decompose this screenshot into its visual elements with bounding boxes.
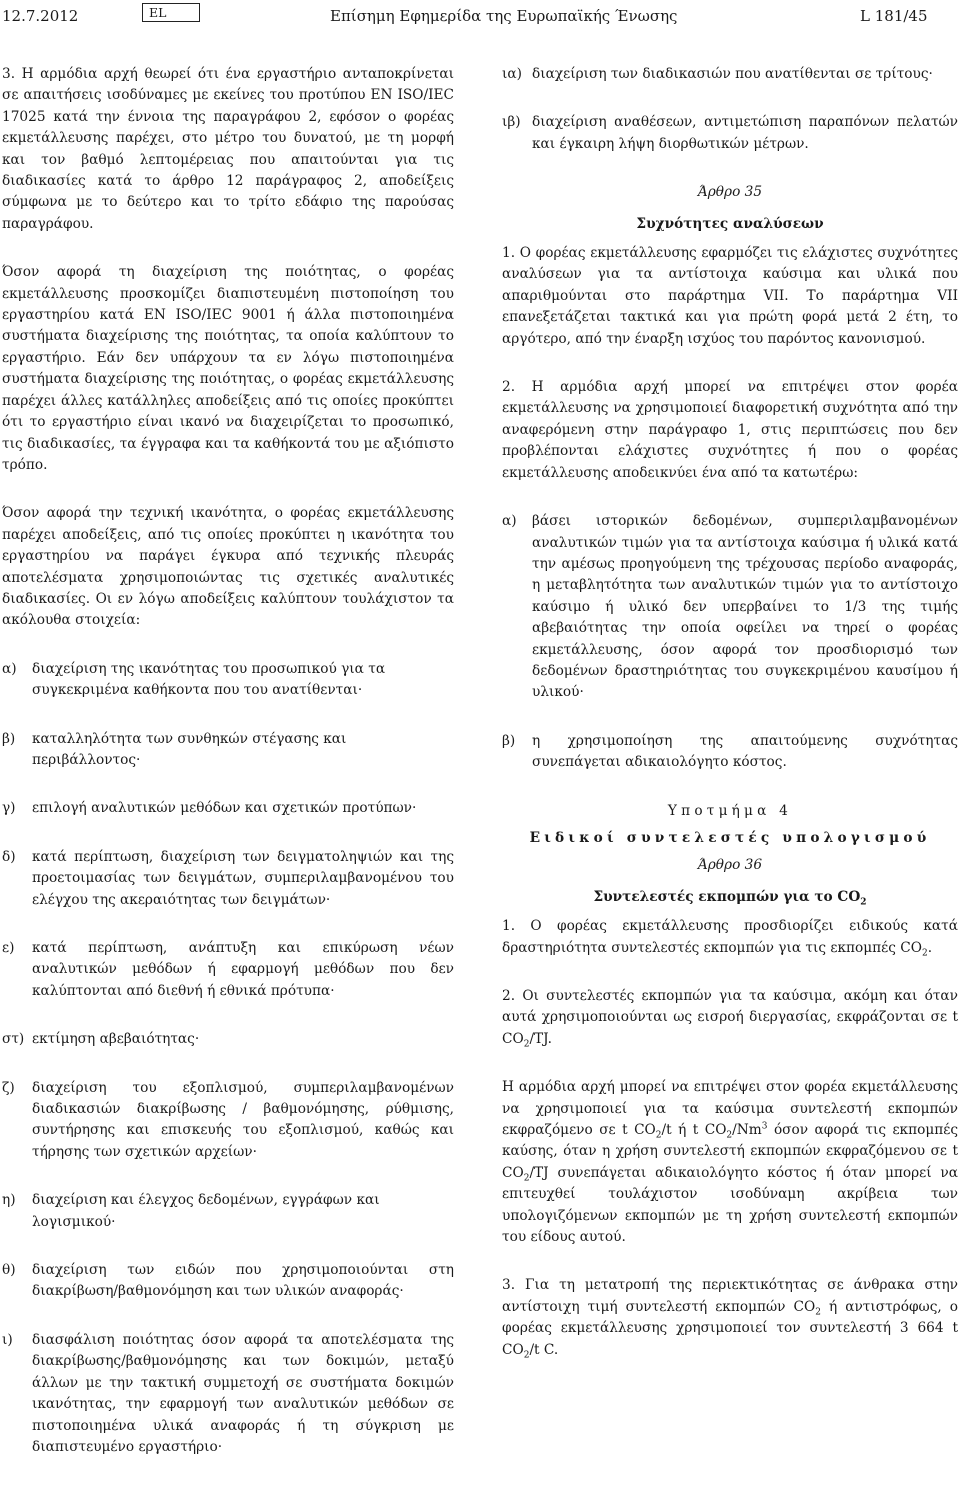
- list-label: α): [2, 660, 17, 677]
- right-column: [502, 64, 958, 1388]
- list-label: ζ): [2, 1079, 15, 1096]
- subsection-title: Ειδικοί συντελεστές υπολογισμού: [529, 829, 931, 846]
- list-label: ι): [2, 1331, 13, 1348]
- list-label: ε): [2, 940, 15, 956]
- list-text: βάσει ιστορικών δεδομένων, συμπεριλαμβανομένων αναλυτικών τιμών για τα αντίστοιχα καύσιμα ή υλικά κατά την αμέσως προηγούμενη της τρέχουσας περίοδο αναφοράς, η μεταβλητότητα των αναλυτικών τιμών για το αντίστοιχο καύσιμο ή υλικό δεν υπερβαίνει το 1/3 της τιμής αβεβαιότητας την οποία οφείλει να τηρεί ο φορέας εκμετάλλευσης, όσον αφορά τον προσδιορισμό των δεδομένων δραστηριότητας του συγκεκριμένου καυσίμου ή υλικού·: [532, 513, 958, 701]
- list-text: διαχείριση των διαδικασιών που ανατίθενται σε τρίτους·: [532, 66, 933, 82]
- language-code-box: EL: [142, 3, 200, 22]
- list-text: επιλογή αναλυτικών μεθόδων και σχετικών προτύπων·: [32, 800, 417, 817]
- list-label: δ): [2, 848, 16, 865]
- article-35-paragraph-2: 2. Η αρμόδια αρχή μπορεί να επιτρέψει στον φορέα εκμετάλλευσης να χρησιμοποιεί διαφορετική συχνότητα από την αναφερόμενη στην παράγραφο 1, στις περιπτώσεις που δεν προβλέπονται ελάχιστες συχνότητες ή που ο φορέας εκμετάλλευσης αποδεικνύει ένα από τα κατωτέρω:: [502, 379, 958, 481]
- list-text: εκτίμηση αβεβαιότητας·: [32, 1031, 200, 1048]
- left-column: [2, 64, 454, 1485]
- list-item-i: [2, 1260, 454, 1303]
- list-item-ia: [502, 64, 958, 85]
- list-item-e: [2, 938, 454, 1002]
- article-35-title: Συχνότητες αναλύσεων: [636, 215, 824, 232]
- list-text: διασφάλιση ποιότητας όσον αφορά τα αποτελέσματα της διακρίβωσης/βαθμονόμησης και των δοκιμών, μεταξύ άλλων με την τακτική συμμετοχή σε συστήματα δοκιμών ικανότητας, την εφαρμογή των αναλυτικών μεθόδων σε πιστοποιημένα υλικά αναφοράς ή τη σύγκριση με διαπιστευμένο εργαστήριο·: [32, 1331, 454, 1455]
- article-36-paragraph-2-subparagraph: Η αρμόδια αρχή μπορεί να επιτρέψει στον φορέα εκμετάλλευσης να χρησιμοποιεί για τα καύσιμα συντελεστή εκπομπών εκφραζόμενο σε t $CO_2/t$ ή t $CO_2/Nm^3$ όσον αφορά τις εκπομπές καύσης, όταν η χρήση συντελεστή εκπομπών εκφραζόμενου σε t $CO_2/TJ$ συνεπάγεται αδικαιολόγητο κόστος ή όταν μπορεί να επιτευχθεί τουλάχιστον ισοδύναμη ακρίβεια των υπολογιζόμενων εκπομπών με τη χρήση συντελεστή εκπομπών του είδους αυτού.: [502, 1079, 958, 1246]
- list-label: στ): [2, 1031, 25, 1048]
- article-36-number: Άρθρο 36: [697, 857, 763, 874]
- publication-date: 12.7.2012: [2, 7, 79, 25]
- list-item-c: [2, 798, 454, 819]
- subsection-number: Υποτμήμα 4: [667, 802, 793, 819]
- article-35-item-b: [502, 731, 958, 774]
- list-item-d: [2, 847, 454, 911]
- list-label: ια): [502, 66, 522, 82]
- list-label: ιβ): [502, 114, 521, 131]
- list-text: διαχείριση της ικανότητας του προσωπικού για τα συγκεκριμένα καθήκοντα που του ανατίθενται·: [32, 660, 386, 699]
- list-text: η χρησιμοποίηση της απαιτούμενης συχνότητας συνεπάγεται αδικαιολόγητο κόστος.: [532, 732, 958, 771]
- page-reference: L 181/45: [860, 7, 928, 25]
- list-label: β): [502, 732, 516, 749]
- list-label: θ): [2, 1262, 16, 1279]
- list-label: α): [502, 513, 517, 530]
- article-36-paragraph-3: 3. Για τη μετατροπή της περιεκτικότητας σε άνθρακα στην αντίστοιχη τιμή συντελεστή εκπομπών $CO_2$ ή αντιστρόφως, ο φορέας εκμετάλλευσης χρησιμοποιεί τον συντελεστή 3 664 t $CO_2/t$ C.: [502, 1277, 958, 1361]
- list-text: κατά περίπτωση, διαχείριση των δειγματοληψιών και της προετοιμασίας των δειγμάτων, συμπεριλαμβανομένου του ελέγχου της ακεραιότητας των δειγμάτων·: [32, 848, 454, 908]
- list-text: διαχείριση και έλεγχος δεδομένων, εγγράφων και λογισμικού·: [32, 1192, 380, 1230]
- list-text: διαχείριση του εξοπλισμού, συμπεριλαμβανομένων διαδικασιών διακρίβωσης / βαθμονόμησης, ρύθμισης, συντήρησης και επισκευής του εξοπλισμού, καθώς και τήρησης των σχετικών αρχείων·: [32, 1079, 454, 1160]
- list-label: γ): [2, 800, 16, 817]
- article-35-paragraph-1: 1. Ο φορέας εκμετάλλευσης εφαρμόζει τις ελάχιστες συχνότητες αναλύσεων για τα αντίστοιχα καύσιμα και υλικά που απαριθμούνται στο παράρτημα VII. Το παράρτημα VII επανεξετάζεται τακτικά και για πρώτη φορά μετά 2 έτη, το αργότερο, από την έναρξη ισχύος του παρόντος κανονισμού.: [502, 245, 958, 347]
- list-item-g: [2, 1078, 454, 1164]
- list-text: διαχείριση αναθέσεων, αντιμετώπιση παραπόνων πελατών και έγκαιρη λήψη διορθωτικών μέτρων.: [532, 114, 958, 152]
- list-label: η): [2, 1192, 16, 1209]
- list-item-j: [2, 1330, 454, 1458]
- article-36-title: Συντελεστές εκπομπών για το $CO_2$: [593, 888, 867, 908]
- paragraph-3: 3. Η αρμόδια αρχή θεωρεί ότι ένα εργαστήριο ανταποκρίνεται σε απαιτήσεις ισοδύναμες με εκείνες του προτύπου EN ISO/IEC 17025 κατά την έννοια της παραγράφου 2, εφόσον ο φορέας εκμετάλλευσης παρέχει, στο μέτρο του δυνατού, με τη μορφή και τον βαθμό λεπτομέρειας που απαιτούνται για τις διαδικασίες κατά το άρθρο 12 παράγραφος 2, αποδείξεις σύμφωνα με το δεύτερο και το τρίτο εδάφιο της παρούσας παραγράφου.: [2, 66, 454, 232]
- list-text: καταλληλότητα των συνθηκών στέγασης και περιβάλλοντος·: [32, 730, 347, 768]
- list-label: β): [2, 730, 16, 747]
- list-text: διαχείριση των ειδών που χρησιμοποιούνται στη διακρίβωση/βαθμονόμηση και των υλικών αναφοράς·: [32, 1262, 454, 1300]
- article-36-paragraph-1: 1. Ο φορέας εκμετάλλευσης προσδιορίζει ειδικούς κατά δραστηριότητα συντελεστές εκπομπών για τις εκπομπές $CO_2$.: [502, 918, 958, 959]
- page-header: [0, 0, 960, 24]
- list-item-a: [2, 659, 454, 702]
- article-35-item-a: [502, 511, 958, 704]
- quality-management-paragraph: Όσον αφορά τη διαχείριση της ποιότητας, ο φορέας εκμετάλλευσης προσκομίζει διαπιστευμένη πιστοποίηση του εργαστηρίου κατά EN ISO/IEC 9001 ή άλλα πιστοποιημένα συστήματα διαχείρισης της ποιότητας, τα οποία καλύπτουν το εργαστήριο. Εάν δεν υπάρχουν τα εν λόγω πιστοποιημένα συστήματα διαχείρισης της ποιότητας, ο φορέας εκμετάλλευσης παρέχει άλλες κατάλληλες αποδείξεις από τις οποίες προκύπτει ότι το εργαστήριο είναι ικανό να διαχειρίζεται το προσωπικό, τις διαδικασίες, τα έγγραφα και τα καθήκοντά του με αξιόπιστο τρόπο.: [2, 264, 454, 473]
- list-text: κατά περίπτωση, ανάπτυξη και επικύρωση νέων αναλυτικών μεθόδων ή εφαρμογή μεθόδων που δεν καλύπτονται από διεθνή ή εθνικά πρότυπα·: [32, 940, 454, 999]
- list-item-ib: [502, 112, 958, 155]
- journal-title: Επίσημη Εφημερίδα της Ευρωπαϊκής Ένωσης: [330, 7, 678, 25]
- list-item-h: [2, 1190, 454, 1233]
- article-35-number: Άρθρο 35: [697, 184, 763, 201]
- list-item-f: [2, 1029, 454, 1050]
- article-36-paragraph-2: 2. Οι συντελεστές εκπομπών για τα καύσιμα, ακόμη και όταν αυτά χρησιμοποιούνται ως εισροή διεργασίας, εκφράζονται σε t $CO_2/TJ$.: [502, 988, 958, 1050]
- technical-competence-paragraph: Όσον αφορά την τεχνική ικανότητα, ο φορέας εκμετάλλευσης παρέχει αποδείξεις, από τις οποίες προκύπτει η ικανότητα του εργαστηρίου να παράγει έγκυρα από τεχνικής πλευράς αποτελέσματα χρησιμοποιώντας τις σχετικές αναλυτικές διαδικασίες. Οι εν λόγω αποδείξεις καλύπτουν τουλάχιστον τα ακόλουθα στοιχεία:: [2, 505, 454, 629]
- list-item-b: [2, 729, 454, 772]
